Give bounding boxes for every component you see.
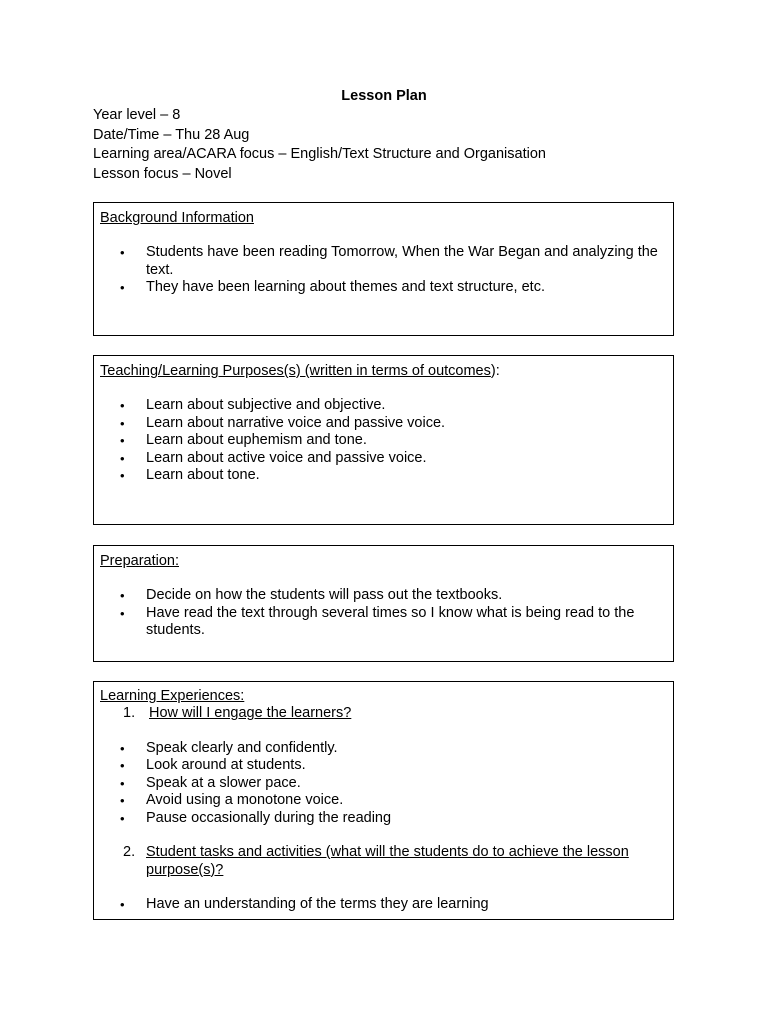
list-item: • Have read the text through several times so I know what is being read to the students. <box>120 604 635 638</box>
experiences-section <box>93 681 674 920</box>
bullet-icon: • <box>120 280 125 295</box>
preparation-section <box>93 545 674 662</box>
learning-area: Learning area/ACARA focus – English/Text Structure and Organisation <box>93 146 546 162</box>
engage-question <box>100 705 667 723</box>
list-item: • Pause occasionally during the reading <box>120 809 392 826</box>
lesson-meta <box>93 106 546 184</box>
date-time: Date/Time – Thu 28 Aug <box>93 126 250 143</box>
lesson-focus: Lesson focus – Novel <box>93 165 232 182</box>
bullet-icon: • <box>120 468 125 483</box>
bullet-icon: • <box>120 605 125 621</box>
preparation-list <box>100 587 667 640</box>
list-item: • Decide on how the students will pass out the textbooks. <box>120 587 503 603</box>
purposes-list <box>100 397 667 485</box>
bullet-icon: • <box>120 433 125 448</box>
background-section <box>93 202 674 336</box>
list-item: • Students have been reading Tomorrow, When the War Began and analyzing the text. <box>120 244 658 278</box>
purposes-section <box>93 355 674 525</box>
tasks-question <box>100 844 667 879</box>
bullet-icon: • <box>120 740 125 756</box>
list-item: 1. How will I engage the learners? <box>123 705 352 721</box>
background-list <box>100 244 667 297</box>
list-item: • Look around at students. <box>120 757 306 773</box>
bullet-icon: • <box>120 415 125 431</box>
preparation-heading: Preparation: <box>100 553 179 569</box>
bullet-icon: • <box>120 450 125 466</box>
list-item: 2. Student tasks and activities (what will the students do to achieve the lesson purpose(s)? <box>123 844 629 878</box>
bullet-icon: • <box>120 398 125 413</box>
list-item: • Avoid using a monotone voice. <box>120 792 344 808</box>
list-item: • Learn about euphemism and tone. <box>120 432 367 448</box>
bullet-icon: • <box>120 897 125 912</box>
bullet-icon: • <box>120 245 125 260</box>
list-item: • Learn about active voice and passive voice. <box>120 449 427 466</box>
bullet-icon: • <box>120 758 125 773</box>
list-item: • Have an understanding of the terms they are learning <box>120 896 489 912</box>
list-item: • Speak at a slower pace. <box>120 774 301 791</box>
list-item: • They have been learning about themes and text structure, etc. <box>120 279 545 295</box>
bullet-icon: • <box>120 775 125 791</box>
list-item: • Speak clearly and confidently. <box>120 739 338 756</box>
tasks-list <box>100 896 667 914</box>
year-level: Year level – 8 <box>93 107 181 123</box>
background-heading: Background Information <box>100 210 254 226</box>
list-item: • Learn about narrative voice and passive voice. <box>120 414 446 431</box>
experiences-heading: Learning Experiences: <box>100 688 245 704</box>
bullet-icon: • <box>120 793 125 808</box>
bullet-icon: • <box>120 810 125 826</box>
page-title: Lesson Plan <box>341 88 427 104</box>
list-item: • Learn about subjective and objective. <box>120 397 386 413</box>
engage-list <box>100 740 667 828</box>
purposes-heading: Teaching/Learning Purposes(s) (written in terms of outcomes): <box>100 363 500 379</box>
list-item: • Learn about tone. <box>120 467 260 483</box>
bullet-icon: • <box>120 588 125 603</box>
